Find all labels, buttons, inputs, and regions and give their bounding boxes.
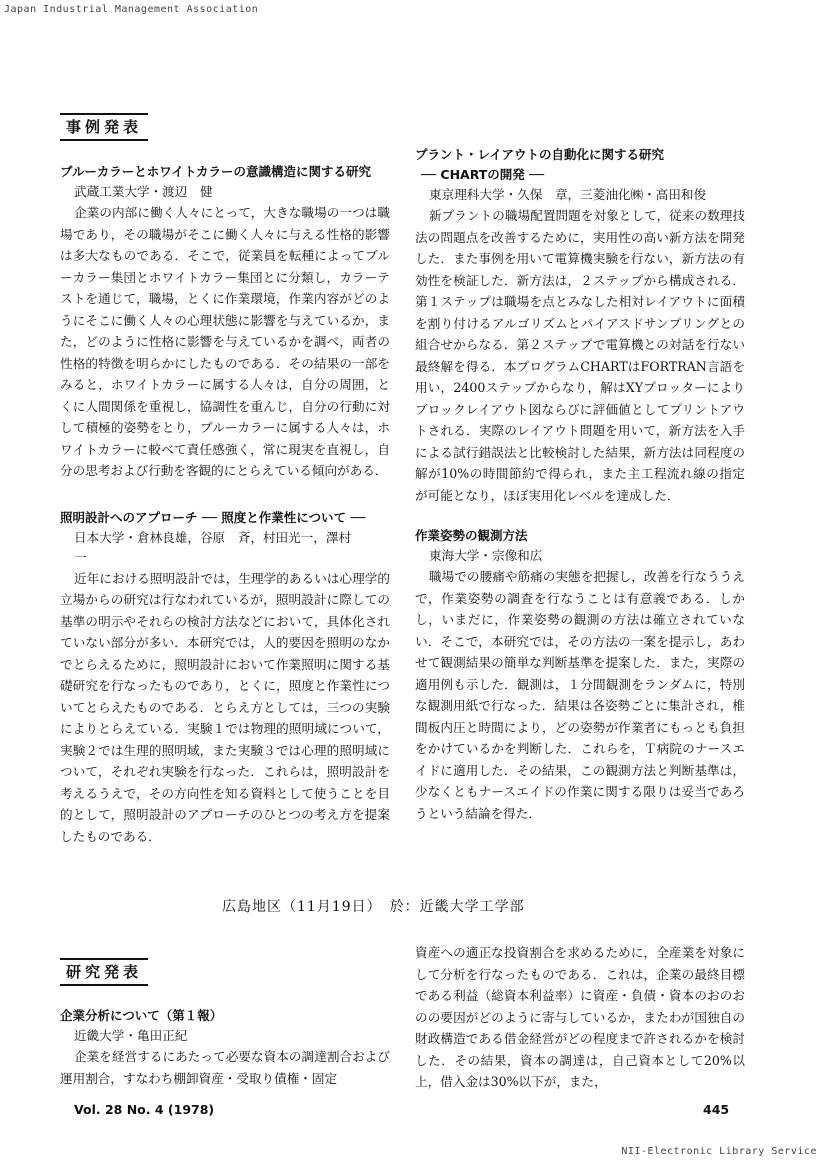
paper5-body: 企業を経営するにあたって必要な資本の調達割合および運用割合，すなわち棚卸資産・受取り債権・固定: [60, 1049, 390, 1086]
paper1-title: ブルーカラーとホワイトカラーの意識構造に関する研究: [60, 164, 372, 179]
left-column: [60, 162, 390, 847]
paper2-body: 近年における照明設計では，生理学的あるいは心理学的立場からの研究は行なわれているが，照明設計に際しての基準の明示やそれらの検討方法などにおいて，具体化されていない部分が多い．本研究では，人的要因を照明のなかでとらえるために，照明設計において作業照明に関する基礎研究を行なったものであり，とくに，照度と作業性についてとらえたものである．とらえ方としては，三つの実験によりとらえている．実験１では物理的照明域について，実験２では生理的照明域，また実験３では心理的照明域について，それぞれ実験を行なった．これらは，照明設計を考えるうえで，その方向性を知る資料として使うことを目的として，照明設計のアプローチのひとつの考え方を提案したものである．: [60, 570, 390, 844]
paper3-body: 新プラントの職場配置問題を対象として，従来の数理技法の問題点を改善するために，実用性の高い新方法を開発した．また事例を用いて電算機実験を行ない，新方法の有効性を検証した．新方法は，２ステップから構成される．第１ステップは職場を点とみなした相対レイアウトに面積を割り付けるアルゴリズムとパイアスドサンプリングとの組合せからなる．第２ステップで電算機との対話を行ない最終解を得る．本プログラムCHARTはFORTRAN言語を用い，2400ステップからなり，解はXYプロッターによりブロックレイアウト図ならびに評価値としてプリントアウトされる．実際のレイアウト問題を用いて，新方法を入手による試行錯誤法と比較検討した結果，新方法は同程度の解が10%の時間節約で得られ，また主工程流れ線の指定が可能となり，ほぼ実用化レベルを達成した．: [415, 208, 745, 503]
paper3-author: 東京理科大学・久保 章，三菱油化㈱・高田和俊: [429, 187, 707, 202]
paper4-title: 作業姿勢の観測方法: [415, 528, 528, 543]
paper5-author: 近畿大学・亀田正紀: [74, 1028, 188, 1043]
paper5-body-cont: 資産への適正な投資割合を求めるために，全産業を対象にして分析を行なったものである．これは，企業の最終目標である利益（総資本利益率）に資産・負債・資本のおのおのの要因がどのように寄与しているか，またわが国独自の財政構造である借金経営がどの程度まで許されるかを検討した．その結果，資本の調達は，自己資本として20%以上，借入金は30%以下が，また，: [415, 945, 745, 1089]
paper1-body: 企業の内部に働く人々にとって，大きな職場の一つは職場であり，その職場がそこに働く人々に与える性格的影響は多大なものである．そこで，従業員を転種によってブルーカラー集団とホワイトカラー集団とに分類し，カラーテストを通じて，職場，とくに作業環境，作業内容がどのようにそこに働く人々の心理状態に影響を与えているか，また，どのように性格に影響を与えているかを調べ，両者の性格的特徴を明らかにしたものである．その結果の一部をみると，ホワイトカラーに属する人々は，自分の周囲，とくに人間関係を重視し，協調性を重んじ，自分の行動に対して積極的姿勢をとり，ブルーカラーに属する人々は，ホワイトカラーに較べて責任感強く，常に現実を直視し，自分の思考および行動を客観的にとらえている傾向がある．: [60, 205, 390, 478]
right-column: [415, 99, 745, 824]
paper1-author: 武蔵工業大学・渡辺 健: [74, 184, 213, 199]
paper5-title: 企業分析について（第１報）: [60, 1008, 223, 1023]
section-heading-case-reports: 事例発表: [60, 113, 148, 141]
archive-footer: NII-Electronic Library Service: [621, 1146, 817, 1157]
paper4-body: 職場での腰痛や筋痛の実態を把握し，改善を行なううえで，作業姿勢の調査を行なうことは有意義である．しかし，いまだに，作業姿勢の観測の方法は確立されていない．そこで，本研究では，その方法の一案を提示し，あわせて観測結果の簡単な判断基準を提案した．また，実際の適用例も示した．観測は，１分間観測をランダムに，特別な観測用紙で行なった．結果は各姿勢ごとに集計され，椎間板内圧と時間により，どの姿勢が作業者にもっとも負担をかけているかを判断した．これらを，Ｔ病院のナースエイドに適用した．その結果，この観測方法と判断基準は，少なくともナースエイドの作業に関する限りは妥当であろうという結論を得た．: [415, 569, 745, 821]
section2-right-column: [415, 942, 745, 1093]
section2-left-column: [60, 1006, 390, 1089]
volume-info: Vol. 28 No. 4 (1978): [74, 1102, 215, 1117]
paper2-author-cont: 一: [74, 549, 87, 565]
paper2-author: 日本大学・倉林良雄，谷原 斉，村田光一，澤村: [74, 529, 352, 545]
venue-line: 広島地区（11月19日） 於：近畿大学工学部: [222, 899, 525, 915]
paper3-title: プラント・レイアウトの自動化に関する研究: [415, 147, 665, 162]
paper3-subtitle: ── CHARTの開発 ──: [421, 167, 545, 182]
section-heading-research: 研究発表: [60, 958, 148, 986]
paper4-author: 東海大学・宗像和広: [429, 548, 543, 563]
page-number: 445: [703, 1102, 730, 1117]
archive-header: Japan Industrial Management Association: [4, 4, 259, 15]
paper2-title: 照明設計へのアプローチ ── 照度と作業性について ──: [60, 509, 366, 525]
